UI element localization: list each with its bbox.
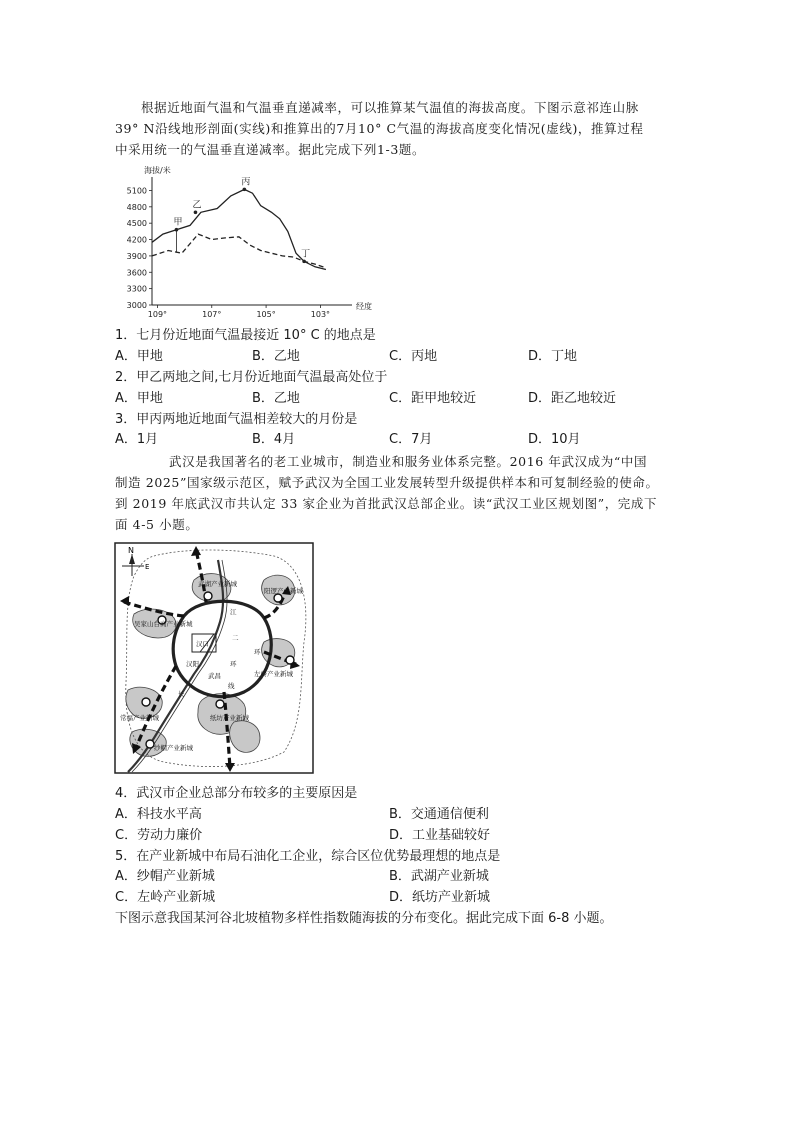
intro2-line2: 制造 2025”国家级示范区，赋予武汉为全国工业发展转型升级提供样本和可复制经验的使命。	[115, 475, 659, 490]
x-tick-label: 103°	[310, 310, 331, 319]
map-label-zhifang: 纸坊产业新城	[210, 714, 249, 722]
y-tick-label: 5100	[126, 186, 147, 196]
map-label-changfu: 常福产业新城	[120, 714, 159, 722]
question-5-option-a[interactable]: A．纱帽产业新城	[115, 869, 215, 884]
question-4-option-c[interactable]: C．劳动力廉价	[115, 828, 203, 843]
point-label: 丁	[301, 249, 311, 260]
question-5-option-d[interactable]: D．纸坊产业新城	[389, 890, 491, 905]
intro-paragraph-2	[115, 451, 685, 535]
question-4-option-b[interactable]: B．交通通信便利	[389, 807, 489, 822]
map-label-wujiashan: 吴家山台商产业新城	[134, 620, 193, 628]
question-1-option-a[interactable]: A．甲地	[115, 349, 163, 364]
question-3-option-d[interactable]: D．10月	[528, 432, 581, 447]
question-2-stem: 2．甲乙两地之间,七月份近地面气温最高处位于	[115, 370, 388, 385]
intro2-line1: 武汉是我国著名的老工业城市，制造业和服务业体系完整。2016 年武汉成为“中国	[169, 454, 648, 469]
question-1-option-c[interactable]: C．丙地	[389, 349, 438, 364]
next-section-intro: 下图示意我国某河谷北坡植物多样性指数随海拔的分布变化。据此完成下面 6-8 小题。	[115, 911, 613, 926]
question-4-stem: 4．武汉市企业总部分布较多的主要原因是	[115, 786, 358, 801]
compass-n-label: N	[128, 546, 134, 555]
intro1-line1: 根据近地面气温和气温垂直递减率，可以推算某气温值的海拔高度。下图示意祁连山脉	[141, 100, 639, 115]
y-tick-label: 4800	[126, 202, 147, 212]
map-label-yangluo: 阳逻产业新城	[264, 587, 303, 595]
y-tick-label: 4500	[126, 219, 147, 229]
map-label-river-chang: 长	[178, 690, 185, 698]
map-label-zuoling: 左岭产业新城	[254, 670, 293, 678]
map-label-ring-huan: 环	[230, 660, 237, 668]
map-label-ring-xian: 线	[228, 682, 235, 690]
elevation-profile-chart	[112, 163, 387, 320]
question-5-option-b[interactable]: B．武湖产业新城	[389, 869, 489, 884]
map-label-ring-er: 二	[232, 634, 239, 642]
intro2-line4: 面 4-5 小题。	[115, 517, 199, 532]
question-3-stem: 3．甲丙两地近地面气温相差较大的月份是	[115, 412, 358, 427]
y-axis-label: 海拔/米	[144, 166, 171, 175]
question-5-stem: 5．在产业新城中布局石油化工企业，综合区位优势最理想的地点是	[115, 849, 501, 864]
question-1-option-b[interactable]: B．乙地	[252, 349, 300, 364]
question-5-option-c[interactable]: C．左岭产业新城	[115, 890, 216, 905]
question-4-option-d[interactable]: D．工业基础较好	[389, 828, 491, 843]
question-4-option-a[interactable]: A．科技水平高	[115, 807, 202, 822]
point-marker	[194, 210, 198, 214]
map-label-hankou: 汉口	[196, 640, 209, 648]
question-3-option-a[interactable]: A．1月	[115, 432, 159, 447]
question-2-option-d[interactable]: D．距乙地较近	[528, 391, 617, 406]
y-tick-label: 4200	[126, 235, 147, 245]
point-marker	[302, 260, 306, 264]
question-2-option-c[interactable]: C．距甲地较近	[389, 391, 477, 406]
point-label: 甲	[173, 217, 183, 228]
map-label-hanyang: 汉阳	[186, 660, 199, 668]
question-3-option-b[interactable]: B．4月	[252, 432, 296, 447]
y-tick-label: 3000	[126, 301, 147, 310]
question-1-stem: 1．七月份近地面气温最接近 10° C 的地点是	[115, 328, 376, 343]
question-1-option-d[interactable]: D．丁地	[528, 349, 578, 364]
point-marker	[243, 188, 247, 192]
x-tick-label: 109°	[147, 310, 168, 319]
map-label-ring-huan2: 环	[254, 648, 261, 656]
compass-e-label: E	[145, 563, 150, 571]
x-axis-label: 经度	[356, 302, 372, 311]
intro-paragraph-1	[115, 97, 685, 160]
intro2-line3: 到 2019 年底武汉市共认定 33 家企业为首批武汉总部企业。读“武汉工业区规划图”，完成下	[115, 496, 658, 511]
wuhan-industrial-map	[114, 542, 314, 774]
y-tick-label: 3900	[126, 251, 147, 261]
intro1-line2: 39° N沿线地形剖面(实线)和推算出的7月10° C气温的海拔高度变化情况(虚线)，推算过程	[115, 121, 644, 136]
y-tick-label: 3300	[126, 284, 147, 294]
question-3-option-c[interactable]: C．7月	[389, 432, 433, 447]
map-label-river-jiang: 江	[230, 608, 237, 616]
map-label-wuchang: 武昌	[208, 672, 221, 680]
map-label-wuhu: 武湖产业新城	[198, 580, 237, 588]
x-tick-label: 105°	[256, 310, 276, 319]
x-tick-label: 107°	[202, 310, 222, 319]
y-tick-label: 3600	[126, 268, 147, 278]
point-label: 丙	[241, 177, 251, 188]
intro1-line3: 中采用统一的气温垂直递减率。据此完成下列1-3题。	[115, 142, 426, 157]
point-label: 乙	[192, 200, 202, 211]
question-2-option-b[interactable]: B．乙地	[252, 391, 300, 406]
isotherm-10c-dashed-line	[152, 234, 326, 268]
map-label-shamao: 纱帽产业新城	[154, 744, 193, 752]
question-2-option-a[interactable]: A．甲地	[115, 391, 163, 406]
